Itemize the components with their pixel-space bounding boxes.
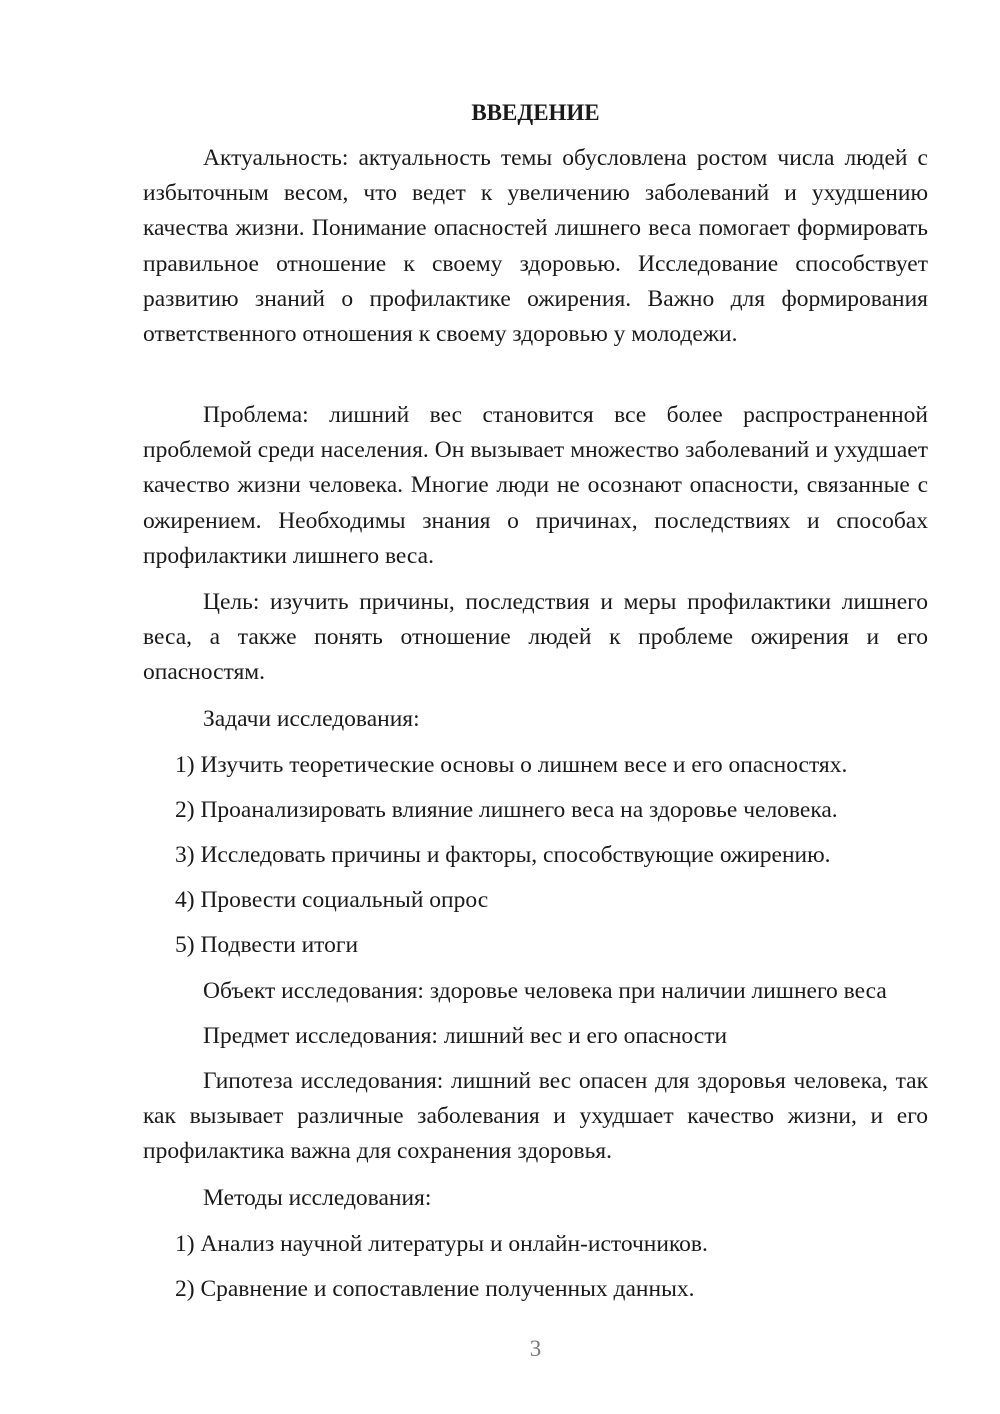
tasks-heading: Задачи исследования: <box>203 706 420 732</box>
method-item: 1) Анализ научной литературы и онлайн-источников. <box>175 1231 708 1257</box>
method-item: 2) Сравнение и сопоставление полученных данных. <box>175 1276 695 1302</box>
task-item: 3) Исследовать причины и факторы, способствующие ожирению. <box>175 842 831 868</box>
task-item: 1) Изучить теоретические основы о лишнем весе и его опасностях. <box>175 752 848 778</box>
page-number: 3 <box>529 1336 542 1361</box>
goal-paragraph: Цель: изучить причины, последствия и меры профилактики лишнего веса, а также понять отношение людей к проблеме ожирения и его опасностям. <box>143 589 928 686</box>
task-item: 2) Проанализировать влияние лишнего веса на здоровье человека. <box>175 797 838 823</box>
task-item: 5) Подвести итоги <box>175 932 359 958</box>
problem-paragraph: Проблема: лишний вес становится все более распространенной проблемой среди населения. Он вызывает множество заболеваний и ухудшает качество жизни человека. Многие люди не осознают опасности, связанные с ожирением. Необходимы знания о причинах, последствиях и способах профилактики лишнего веса. <box>143 402 928 569</box>
relevance-paragraph: Актуальность: актуальность темы обусловлена ростом числа людей с избыточным весом, что ведет к увеличению заболеваний и ухудшению качества жизни. Понимание опасностей лишнего веса помогает формировать правильное отношение к своему здоровью. Исследование способствует развитию знаний о профилактике ожирения. Важно для формирования ответственного отношения к своему здоровью у молодежи. <box>143 145 928 348</box>
subject-line: Предмет исследования: лишний вес и его опасности <box>203 1023 728 1049</box>
task-item: 4) Провести социальный опрос <box>175 887 489 913</box>
methods-heading: Методы исследования: <box>203 1185 432 1211</box>
hypothesis-paragraph: Гипотеза исследования: лишний вес опасен для здоровья человека, так как вызывает различные заболевания и ухудшает качество жизни, и его профилактика важна для сохранения здоровья. <box>143 1068 928 1165</box>
section-heading: ВВЕДЕНИЕ <box>471 100 600 125</box>
object-line: Объект исследования: здоровье человека при наличии лишнего веса <box>203 978 887 1004</box>
